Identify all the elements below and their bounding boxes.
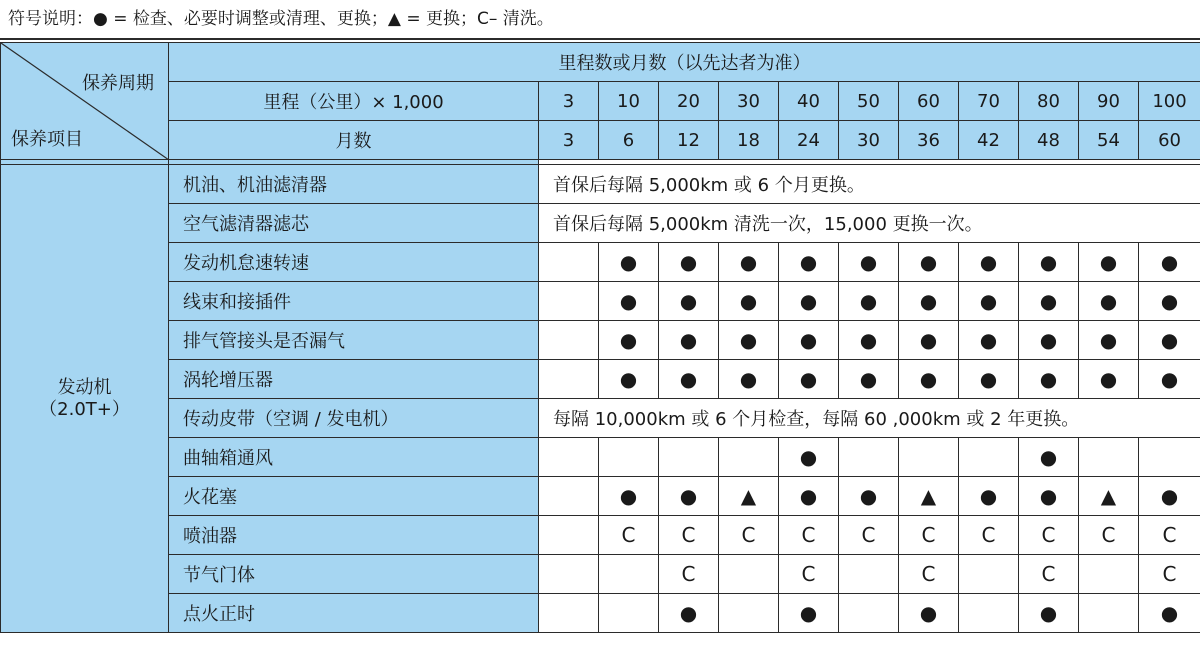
schedule-cell [719, 438, 779, 477]
schedule-cell: C [1019, 555, 1079, 594]
schedule-cell: ● [1079, 321, 1139, 360]
schedule-cell: ● [1139, 477, 1200, 516]
item-note: 首保后每隔 5,000km 或 6 个月更换。 [539, 165, 1200, 204]
mileage-value: 90 [1079, 82, 1139, 121]
months-value: 36 [899, 121, 959, 160]
schedule-cell: C [959, 516, 1019, 555]
schedule-cell: ● [659, 321, 719, 360]
months-value: 42 [959, 121, 1019, 160]
schedule-cell: ● [779, 438, 839, 477]
schedule-cell: ● [959, 282, 1019, 321]
schedule-cell [719, 555, 779, 594]
schedule-cell: ● [599, 321, 659, 360]
schedule-cell [539, 594, 599, 633]
mileage-value: 40 [779, 82, 839, 121]
schedule-cell: C [659, 516, 719, 555]
schedule-cell: ● [1139, 360, 1200, 399]
schedule-cell: ● [1019, 594, 1079, 633]
schedule-cell: ● [839, 360, 899, 399]
category-model: （2.0T+） [39, 398, 130, 420]
schedule-cell: ● [779, 282, 839, 321]
months-value: 24 [779, 121, 839, 160]
schedule-cell [1079, 594, 1139, 633]
schedule-cell [1079, 438, 1139, 477]
schedule-cell [719, 594, 779, 633]
schedule-cell: ● [1139, 243, 1200, 282]
maintenance-row [1, 555, 1200, 594]
schedule-cell: ● [899, 360, 959, 399]
schedule-cell [539, 360, 599, 399]
schedule-cell: ● [1019, 438, 1079, 477]
maintenance-row [1, 477, 1200, 516]
months-value: 60 [1139, 121, 1200, 160]
item-name: 机油、机油滤清器 [169, 165, 539, 204]
maintenance-row [1, 594, 1200, 633]
schedule-cell: ▲ [719, 477, 779, 516]
schedule-cell: ● [1079, 360, 1139, 399]
schedule-cell: C [899, 516, 959, 555]
category-name: 发动机 [57, 376, 112, 398]
schedule-cell [659, 438, 719, 477]
mileage-value: 80 [1019, 82, 1079, 121]
schedule-cell: ● [1139, 321, 1200, 360]
maintenance-row [1, 282, 1200, 321]
months-value: 48 [1019, 121, 1079, 160]
schedule-cell: ● [779, 360, 839, 399]
mileage-label: 里程（公里）× 1,000 [169, 82, 539, 121]
schedule-cell [899, 438, 959, 477]
schedule-cell: C [599, 516, 659, 555]
mileage-value: 50 [839, 82, 899, 121]
schedule-cell: ● [839, 282, 899, 321]
schedule-cell: ● [1019, 477, 1079, 516]
corner-header-cell [1, 43, 169, 160]
schedule-cell: C [899, 555, 959, 594]
schedule-cell [1139, 438, 1200, 477]
maintenance-row [1, 399, 1200, 438]
schedule-cell [839, 594, 899, 633]
schedule-cell: C [659, 555, 719, 594]
schedule-cell: ● [659, 243, 719, 282]
schedule-cell: ● [899, 243, 959, 282]
schedule-cell: ● [659, 477, 719, 516]
schedule-cell [599, 555, 659, 594]
item-name: 排气管接头是否漏气 [169, 321, 539, 360]
schedule-cell [959, 555, 1019, 594]
schedule-cell: ● [599, 243, 659, 282]
mileage-value: 30 [719, 82, 779, 121]
schedule-cell: C [1139, 555, 1200, 594]
item-note: 每隔 10,000km 或 6 个月检查，每隔 60 ,000km 或 2 年更换。 [539, 399, 1200, 438]
maintenance-row [1, 438, 1200, 477]
item-name: 发动机怠速转速 [169, 243, 539, 282]
schedule-cell: ● [719, 360, 779, 399]
item-name: 节气门体 [169, 555, 539, 594]
item-name: 曲轴箱通风 [169, 438, 539, 477]
schedule-cell: ● [1079, 282, 1139, 321]
schedule-cell: ● [719, 321, 779, 360]
schedule-cell: C [1139, 516, 1200, 555]
schedule-cell [839, 555, 899, 594]
category-cell [1, 165, 169, 633]
schedule-cell: ● [839, 477, 899, 516]
months-value: 12 [659, 121, 719, 160]
item-name: 喷油器 [169, 516, 539, 555]
months-value: 30 [839, 121, 899, 160]
schedule-cell: ● [899, 594, 959, 633]
schedule-cell: ● [1139, 282, 1200, 321]
schedule-cell: ● [1019, 243, 1079, 282]
schedule-cell: ● [959, 360, 1019, 399]
schedule-cell: ● [779, 594, 839, 633]
mileage-value: 100 [1139, 82, 1200, 121]
schedule-cell [599, 594, 659, 633]
months-value: 18 [719, 121, 779, 160]
schedule-cell: C [1079, 516, 1139, 555]
schedule-cell [539, 516, 599, 555]
schedule-cell: ● [959, 243, 1019, 282]
mileage-value: 10 [599, 82, 659, 121]
schedule-cell [539, 555, 599, 594]
mileage-value: 3 [539, 82, 599, 121]
schedule-cell: C [1019, 516, 1079, 555]
schedule-cell: ● [599, 282, 659, 321]
maintenance-row [1, 360, 1200, 399]
schedule-cell [539, 321, 599, 360]
schedule-cell: ● [719, 282, 779, 321]
schedule-cell: ● [1019, 360, 1079, 399]
item-label: 保养项目 [11, 129, 83, 150]
schedule-cell: ● [599, 360, 659, 399]
schedule-cell: ● [839, 243, 899, 282]
schedule-cell [539, 477, 599, 516]
schedule-cell: ● [659, 360, 719, 399]
maintenance-row [1, 204, 1200, 243]
months-value: 54 [1079, 121, 1139, 160]
schedule-cell: C [839, 516, 899, 555]
schedule-cell: ● [1139, 594, 1200, 633]
mileage-value: 70 [959, 82, 1019, 121]
schedule-cell: ● [779, 243, 839, 282]
schedule-cell: ● [1019, 321, 1079, 360]
mileage-header-row [1, 82, 1200, 121]
schedule-cell: ▲ [899, 477, 959, 516]
schedule-cell [959, 594, 1019, 633]
span-title: 里程数或月数（以先达者为准） [169, 43, 1200, 82]
item-name: 火花塞 [169, 477, 539, 516]
item-name: 涡轮增压器 [169, 360, 539, 399]
schedule-cell: ● [779, 321, 839, 360]
months-header-row [1, 121, 1200, 160]
schedule-cell: ● [599, 477, 659, 516]
symbol-legend: 符号说明：● = 检查、必要时调整或清理、更换；▲ = 更换；C– 清洗。 [0, 0, 1200, 40]
schedule-cell: ● [959, 321, 1019, 360]
maintenance-row [1, 243, 1200, 282]
months-value: 6 [599, 121, 659, 160]
schedule-cell: ● [959, 477, 1019, 516]
months-value: 3 [539, 121, 599, 160]
schedule-cell: C [719, 516, 779, 555]
item-name: 线束和接插件 [169, 282, 539, 321]
mileage-value: 20 [659, 82, 719, 121]
schedule-cell: ● [1079, 243, 1139, 282]
months-label: 月数 [169, 121, 539, 160]
schedule-cell: C [779, 516, 839, 555]
schedule-cell [599, 438, 659, 477]
schedule-cell: ● [839, 321, 899, 360]
item-name: 传动皮带（空调 / 发电机） [169, 399, 539, 438]
mileage-value: 60 [899, 82, 959, 121]
schedule-cell [539, 282, 599, 321]
schedule-cell [539, 438, 599, 477]
period-label: 保养周期 [82, 73, 154, 94]
schedule-cell: ● [1019, 282, 1079, 321]
maintenance-row [1, 165, 1200, 204]
item-name: 空气滤清器滤芯 [169, 204, 539, 243]
schedule-cell: ● [899, 321, 959, 360]
schedule-cell: ● [719, 243, 779, 282]
schedule-cell [959, 438, 1019, 477]
schedule-cell: ● [899, 282, 959, 321]
item-note: 首保后每隔 5,000km 清洗一次，15,000 更换一次。 [539, 204, 1200, 243]
schedule-cell: ● [779, 477, 839, 516]
maintenance-row [1, 516, 1200, 555]
schedule-cell [839, 438, 899, 477]
schedule-cell: ● [659, 282, 719, 321]
maintenance-row [1, 321, 1200, 360]
schedule-cell: C [779, 555, 839, 594]
schedule-cell [1079, 555, 1139, 594]
schedule-cell: ▲ [1079, 477, 1139, 516]
maintenance-schedule-table [0, 42, 1200, 633]
schedule-cell: ● [659, 594, 719, 633]
schedule-cell [539, 243, 599, 282]
item-name: 点火正时 [169, 594, 539, 633]
